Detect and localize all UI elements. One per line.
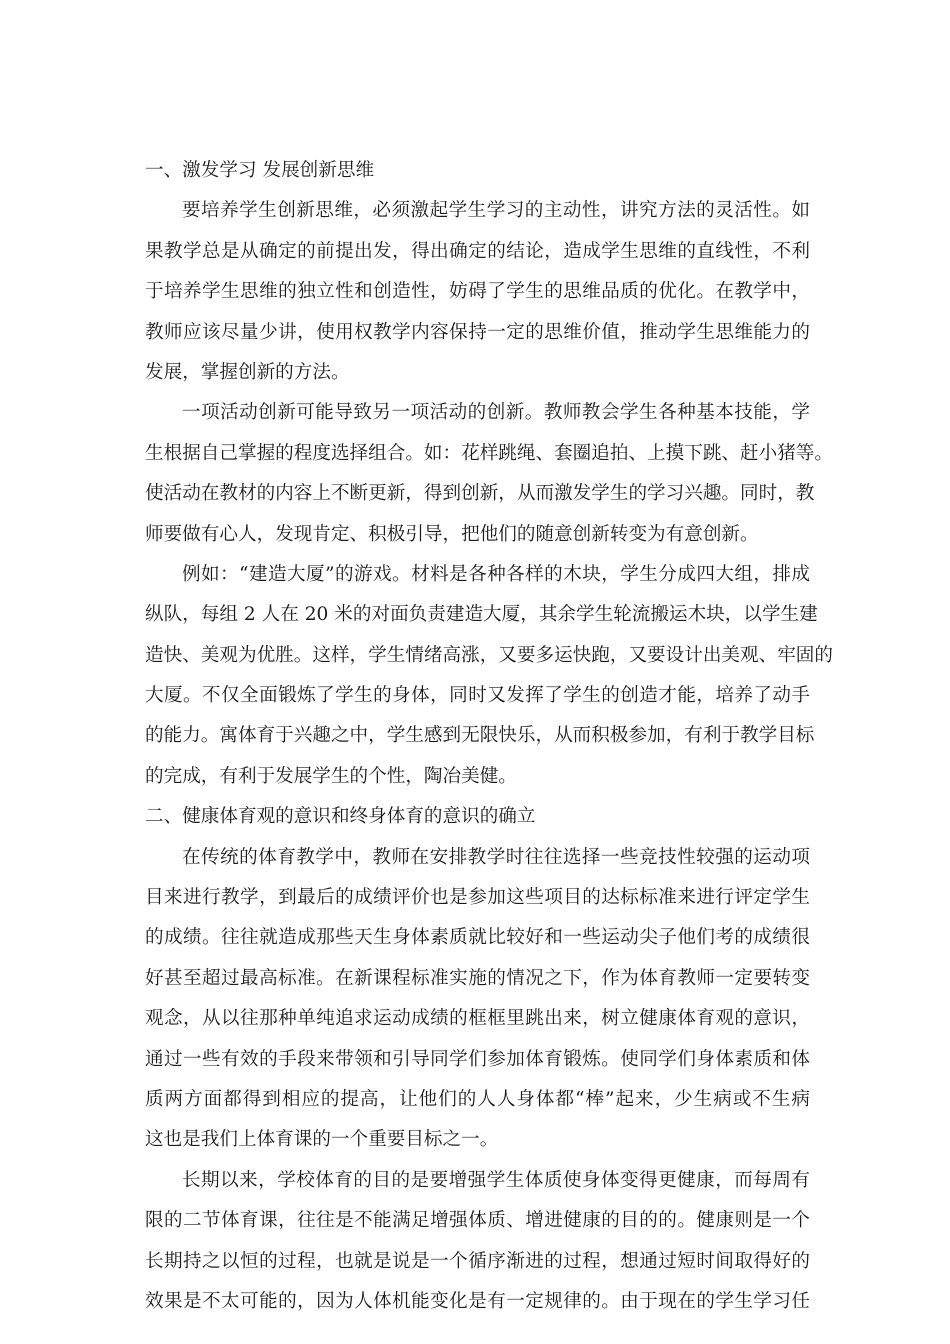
paragraph-line: 纵队，每组 2 人在 20 米的对面负责建造大厦，其余学生轮流搬运木块，以学生建 xyxy=(145,604,818,626)
paragraph xyxy=(145,838,810,1161)
paragraph-line: 使活动在教材的内容上不断更新，得到创新，从而激发学生的学习兴趣。同时，教 xyxy=(145,483,815,505)
section-heading-2: 二、健康体育观的意识和终身体育的意识的确立 xyxy=(145,806,536,828)
paragraph-line: 目来进行教学，到最后的成绩评价也是参加这些项目的达标标准来进行评定学生 xyxy=(145,887,810,909)
paragraph-line: 通过一些有效的手段来带领和引导同学们参加体育锻炼。使同学们身体素质和体 xyxy=(145,1048,810,1070)
paragraph-line: 效果是不太可能的，因为人体机能变化是有一定规律的。由于现在的学生学习任 xyxy=(145,1290,810,1312)
paragraph-line: 长期持之以恒的过程，也就是说是一个循序渐进的过程，想通过短时间取得好的 xyxy=(145,1250,810,1272)
paragraph-line: 好甚至超过最高标准。在新课程标准实施的情况之下，作为体育教师一定要转变 xyxy=(145,967,810,989)
paragraph-line: 质两方面都得到相应的提高，让他们的人人身体都“棒”起来，少生病或不生病 xyxy=(145,1088,810,1110)
paragraph-line: 师要做有心人，发现肯定、积极引导，把他们的随意创新转变为有意创新。 xyxy=(145,523,759,545)
paragraph-line: 造快、美观为优胜。这样，学生情绪高涨，又要多运快跑，又要设计出美观、牢固的 xyxy=(145,644,833,666)
paragraph-line: 生根据自己掌握的程度选择组合。如：花样跳绳、套圈追拍、上摸下跳、赶小猪等。 xyxy=(145,442,833,464)
paragraph-line: 观念，从以往那种单纯追求运动成绩的框框里跳出来，树立健康体育观的意识， xyxy=(145,1008,810,1030)
paragraph-line: 大厦。不仅全面锻炼了学生的身体，同时又发挥了学生的创造才能，培养了动手 xyxy=(145,685,810,707)
paragraph-line: 要培养学生创新思维，必须激起学生学习的主动性，讲究方法的灵活性。如 xyxy=(182,200,810,222)
paragraph xyxy=(145,555,833,797)
paragraph-line: 教师应该尽量少讲，使用权教学内容保持一定的思维价值，推动学生思维能力的 xyxy=(145,321,810,343)
paragraph-line: 在传统的体育教学中，教师在安排教学时往往选择一些竞技性较强的运动项 xyxy=(182,846,810,868)
paragraph-line: 的完成，有利于发展学生的个性，陶冶美健。 xyxy=(145,765,517,787)
paragraph-line: 的能力。寓体育于兴趣之中，学生感到无限快乐，从而积极参加，有利于教学目标 xyxy=(145,725,815,747)
paragraph xyxy=(145,393,833,555)
paragraph xyxy=(145,1161,810,1323)
paragraph-line: 例如：“建造大厦”的游戏。材料是各种各样的木块，学生分成四大组，排成 xyxy=(182,563,810,585)
paragraph xyxy=(145,191,810,393)
paragraph-line: 的成绩。往往就造成那些天生身体素质就比较好和一些运动尖子他们考的成绩很 xyxy=(145,927,810,949)
paragraph-line: 于培养学生思维的独立性和创造性，妨碍了学生的思维品质的优化。在教学中， xyxy=(145,281,810,303)
paragraph-line: 长期以来，学校体育的目的是要增强学生体质使身体变得更健康，而每周有 xyxy=(182,1169,810,1191)
document-body xyxy=(145,151,833,1322)
paragraph-line: 这也是我们上体育课的一个重要目标之一。 xyxy=(145,1129,499,1151)
paragraph-line: 果教学总是从确定的前提出发，得出确定的结论，造成学生思维的直线性，不利 xyxy=(145,240,810,262)
paragraph-line: 一项活动创新可能导致另一项活动的创新。教师教会学生各种基本技能，学 xyxy=(182,402,810,424)
paragraph-line: 发展，掌握创新的方法。 xyxy=(145,361,350,383)
paragraph-line: 限的二节体育课，往往是不能满足增强体质、增进健康的目的的。健康则是一个 xyxy=(145,1210,810,1232)
section-heading-1: 一、激发学习 发展创新思维 xyxy=(145,160,375,181)
